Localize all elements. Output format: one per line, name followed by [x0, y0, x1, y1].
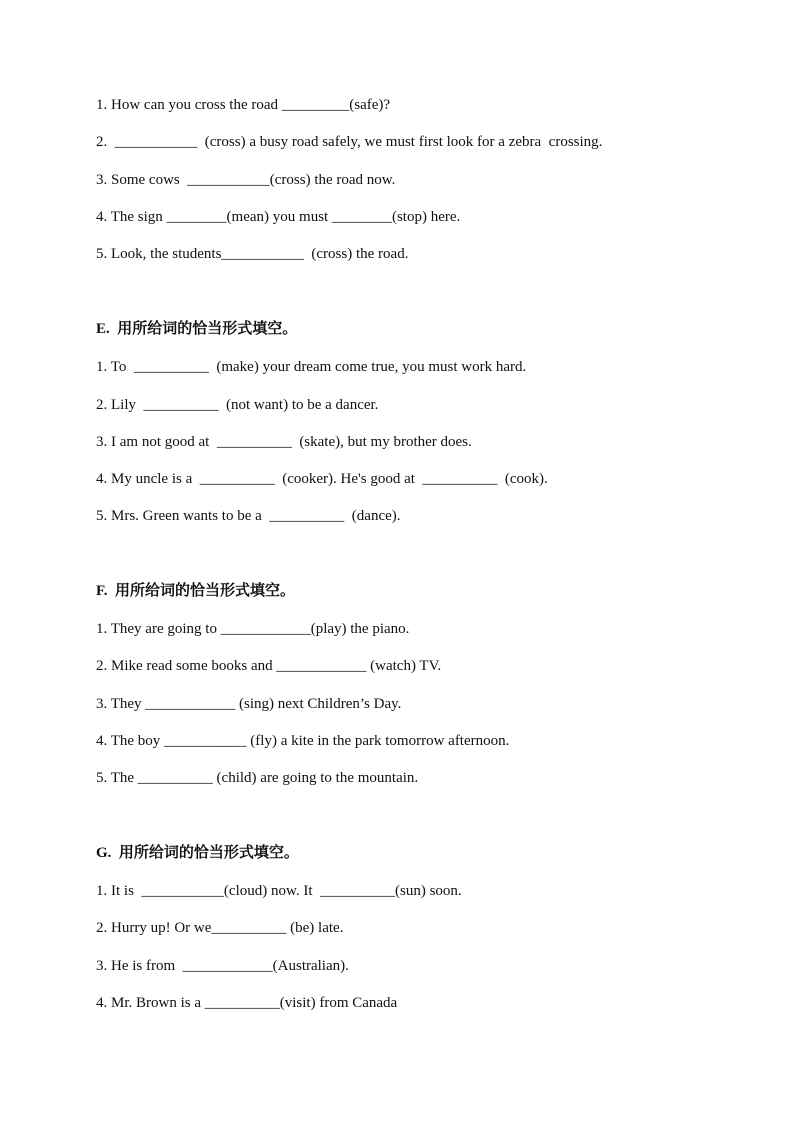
section-e-item-1: 1. To __________ (make) your dream come true, you must work hard. [96, 359, 527, 375]
section-e-item-3: 3. I am not good at __________ (skate), but my brother does. [96, 434, 472, 450]
section-d-item-2: 2. ___________ (cross) a busy road safely, we must first look for a zebra crossing. [96, 134, 603, 150]
section-f-item-5: 5. The __________ (child) are going to the mountain. [96, 770, 419, 786]
section-d-item-1: 1. How can you cross the road _________(safe)? [96, 97, 391, 113]
section-d-item-5: 5. Look, the students___________ (cross) the road. [96, 246, 409, 262]
section-f-heading: F. 用所给词的恰当形式填空。 [96, 583, 296, 599]
section-f-item-1: 1. They are going to ____________(play) the piano. [96, 621, 410, 637]
section-f-item-2: 2. Mike read some books and ____________ (watch) TV. [96, 658, 442, 674]
section-f-item-4: 4. The boy ___________ (fly) a kite in the park tomorrow afternoon. [96, 733, 510, 749]
section-g-heading: G. 用所给词的恰当形式填空。 [96, 845, 299, 861]
section-g-item-4: 4. Mr. Brown is a __________(visit) from Canada [96, 995, 398, 1011]
section-e-item-4: 4. My uncle is a __________ (cooker). He's good at __________ (cook). [96, 471, 548, 487]
section-e-heading: E. 用所给词的恰当形式填空。 [96, 321, 298, 337]
section-d-item-3: 3. Some cows ___________(cross) the road now. [96, 172, 396, 188]
section-e-item-5: 5. Mrs. Green wants to be a __________ (dance). [96, 508, 401, 524]
section-g-item-3: 3. He is from ____________(Australian). [96, 958, 349, 974]
section-f-item-3: 3. They ____________ (sing) next Children’s Day. [96, 696, 402, 712]
section-g-item-2: 2. Hurry up! Or we__________ (be) late. [96, 920, 344, 936]
section-d-item-4: 4. The sign ________(mean) you must ________(stop) here. [96, 209, 461, 225]
section-g-item-1: 1. It is ___________(cloud) now. It __________(sun) soon. [96, 883, 462, 899]
section-e-item-2: 2. Lily __________ (not want) to be a dancer. [96, 397, 379, 413]
